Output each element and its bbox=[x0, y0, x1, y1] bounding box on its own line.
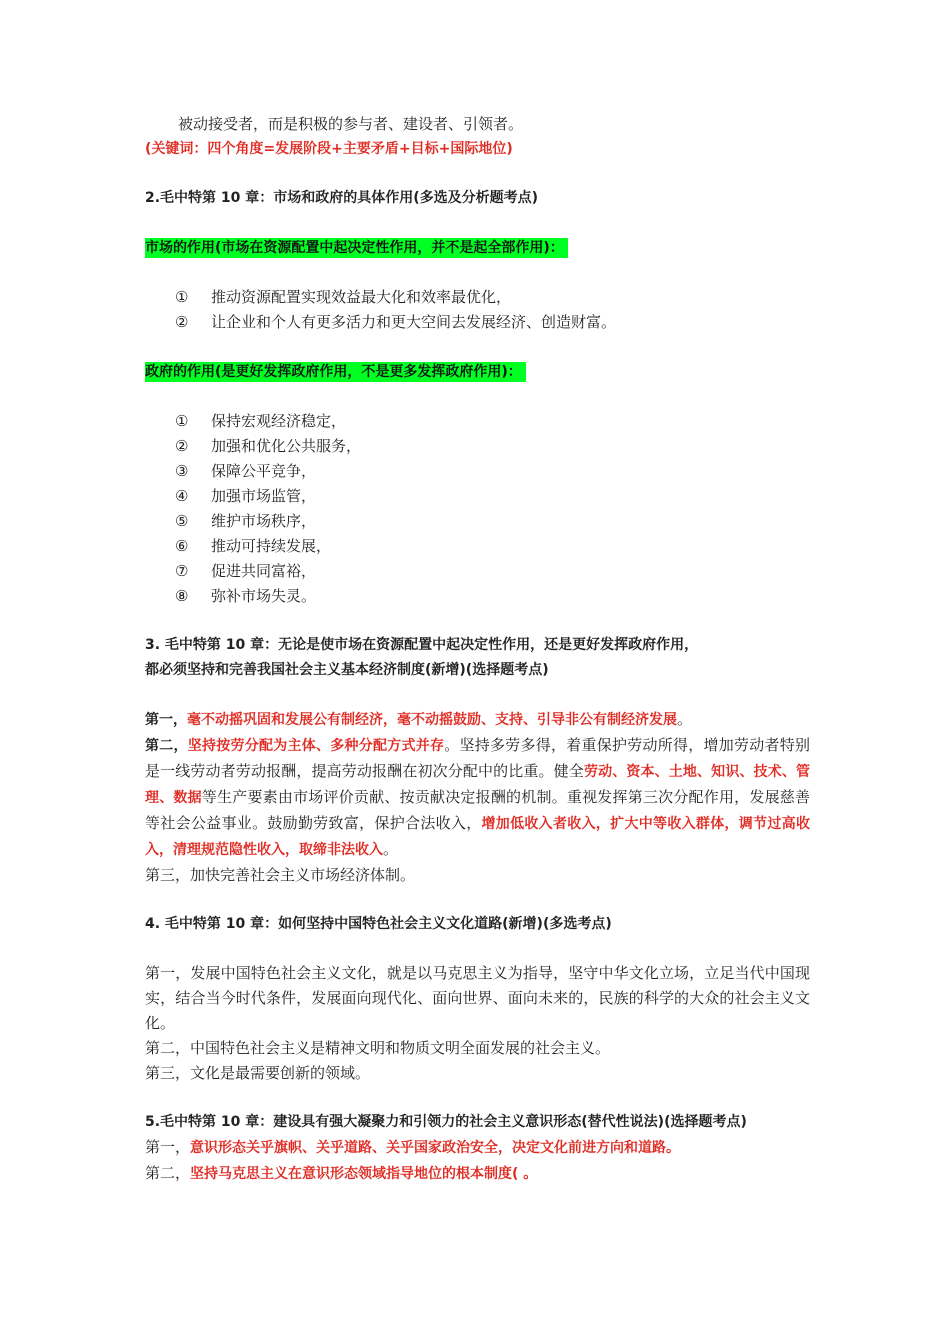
list-item: ④ 加强市场监管， bbox=[175, 487, 317, 505]
list-item: ⑥ 推动可持续发展， bbox=[175, 537, 332, 555]
sec4-para1: 第一，发展中国特色社会主义文化，就是以马克思主义为指导，坚守中华文化立场，立足当代中国现实，结合当今时代条件，发展面向现代化、面向世界、面向未来的，民族的科学的大众的社会主义文化。 bbox=[145, 964, 810, 1032]
market-heading: 市场的作用(市场在资源配置中起决定性作用，并不是起全部作用)： bbox=[145, 238, 568, 258]
sec4-para3: 第三，文化是最需要创新的领域。 bbox=[145, 1064, 371, 1082]
sec3-para2: 第二，坚持按劳分配为主体、多种分配方式并存。坚持多劳多得，着重保护劳动所得，增加劳动者特别是一线劳动者劳动报酬，提高劳动报酬在初次分配中的比重。健全劳动、资本、土地、知识、技术、管理、数据等生产要素由市场评价贡献、按贡献决定报酬的机制。重视发挥第三次分配作用，发展慈善等社会公益事业。鼓励勤劳致富，保护合法收入，增加低收入者收入，扩大中等收入群体，调节过高收入，清理规范隐性收入，取缔非法收入。 bbox=[145, 736, 810, 858]
document-page bbox=[145, 112, 810, 1187]
list-item: ② 让企业和个人有更多活力和更大空间去发展经济、创造财富。 bbox=[175, 313, 617, 331]
sec3-title-line1: 3. 毛中特第 10 章：无论是使市场在资源配置中起决定性作用，还是更好发挥政府作用， bbox=[145, 637, 699, 653]
intro-line: 被动接受者，而是积极的参与者、建设者、引领者。 bbox=[178, 115, 524, 133]
list-item: ① 保持宏观经济稳定， bbox=[175, 412, 347, 430]
sec5-para2: 第二，坚持马克思主义在意识形态领域指导地位的根本制度( 。 bbox=[145, 1164, 538, 1182]
gov-heading: 政府的作用(是更好发挥政府作用，不是更多发挥政府作用)： bbox=[145, 362, 526, 382]
sec2-title: 2.毛中特第 10 章：市场和政府的具体作用(多选及分析题考点) bbox=[145, 190, 539, 206]
sec3-para3: 第三，加快完善社会主义市场经济体制。 bbox=[145, 866, 416, 884]
sec4-title: 4. 毛中特第 10 章：如何坚持中国特色社会主义文化道路(新增)(多选考点) bbox=[145, 916, 612, 932]
sec5-title: 5.毛中特第 10 章：建设具有强大凝聚力和引领力的社会主义意识形态(替代性说法)(选择题考点) bbox=[145, 1114, 747, 1130]
list-item: ⑧ 弥补市场失灵。 bbox=[175, 587, 317, 605]
keyword-line: (关键词：四个角度=发展阶段+主要矛盾+目标+国际地位) bbox=[145, 141, 513, 157]
list-item: ③ 保障公平竞争， bbox=[175, 462, 317, 480]
sec5-para1: 第一，意识形态关乎旗帜、关乎道路、关乎国家政治安全，决定文化前进方向和道路。 bbox=[145, 1138, 681, 1156]
gov-list bbox=[145, 409, 810, 609]
sec4-para2: 第二，中国特色社会主义是精神文明和物质文明全面发展的社会主义。 bbox=[145, 1039, 611, 1057]
list-item: ① 推动资源配置实现效益最大化和效率最优化， bbox=[175, 288, 512, 306]
list-item: ② 加强和优化公共服务， bbox=[175, 437, 362, 455]
list-item: ⑦ 促进共同富裕， bbox=[175, 562, 317, 580]
list-item: ⑤ 维护市场秩序， bbox=[175, 512, 317, 530]
sec3-title-line2: 都必须坚持和完善我国社会主义基本经济制度(新增)(选择题考点) bbox=[145, 662, 549, 678]
market-list bbox=[145, 285, 810, 335]
sec3-para1: 第一，毫不动摇巩固和发展公有制经济，毫不动摇鼓励、支持、引导非公有制经济发展。 bbox=[145, 710, 693, 728]
